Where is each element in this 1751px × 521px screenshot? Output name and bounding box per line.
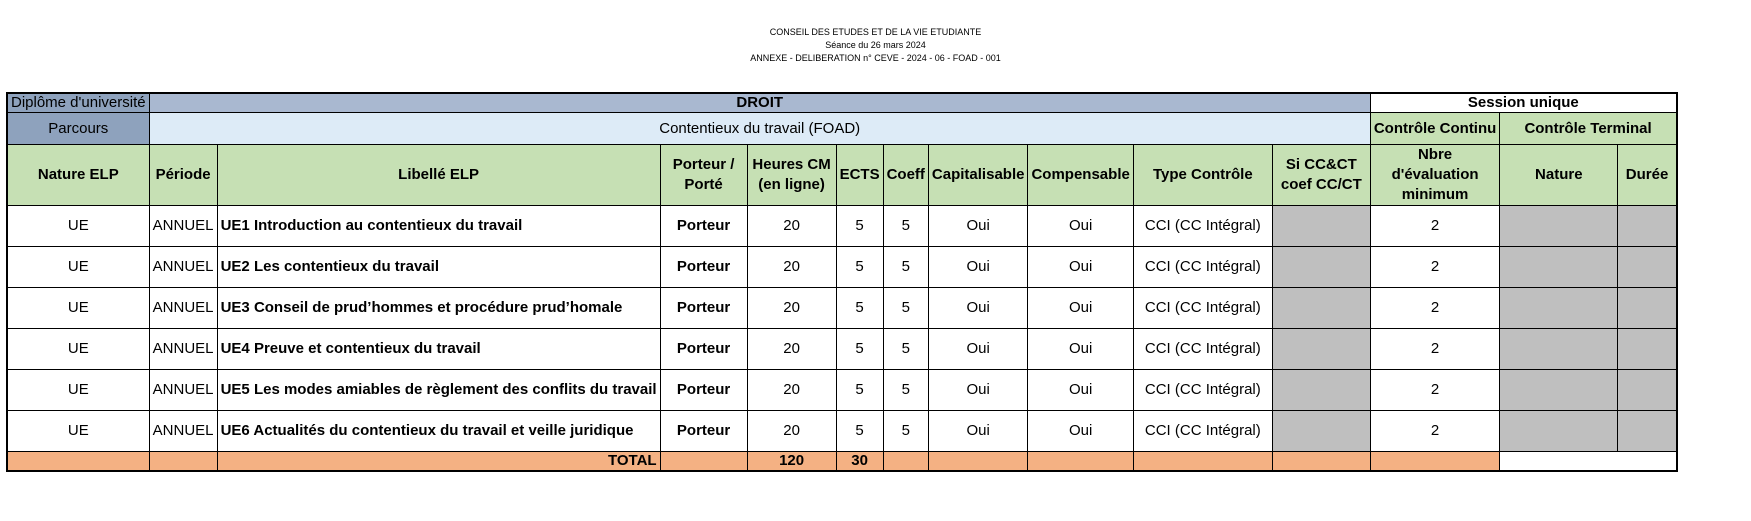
cell-nature: UE (7, 287, 149, 328)
col-ects: ECTS (836, 144, 883, 205)
total-cell-empty (1272, 451, 1370, 471)
cell-nature: UE (7, 410, 149, 451)
session-label: Session unique (1370, 93, 1676, 112)
controle-continu-header: Contrôle Continu (1370, 112, 1499, 144)
total-cell-empty (1028, 451, 1133, 471)
cell-heures: 20 (747, 410, 836, 451)
col-duree: Durée (1618, 144, 1677, 205)
cell-nature-ct (1500, 369, 1618, 410)
col-coeff: Coeff (883, 144, 928, 205)
cell-heures: 20 (747, 287, 836, 328)
cell-ects: 5 (836, 246, 883, 287)
cell-nature: UE (7, 328, 149, 369)
cell-duree (1618, 287, 1677, 328)
cell-duree (1618, 246, 1677, 287)
cell-porteur: Porteur (660, 328, 747, 369)
diplome-value: DROIT (149, 93, 1370, 112)
cell-libelle: UE4 Preuve et contentieux du travail (217, 328, 660, 369)
document-header (0, 26, 1751, 65)
cell-coeff: 5 (883, 287, 928, 328)
cell-capitalisable: Oui (928, 328, 1028, 369)
col-si-cc-ct: Si CC&CT coef CC/CT (1272, 144, 1370, 205)
cell-duree (1618, 205, 1677, 246)
diplome-label: Diplôme d'université (7, 93, 149, 112)
table-row (7, 246, 1677, 287)
cell-ects: 5 (836, 205, 883, 246)
cell-nbre-evaluation: 2 (1370, 287, 1499, 328)
cell-capitalisable: Oui (928, 246, 1028, 287)
cell-capitalisable: Oui (928, 287, 1028, 328)
cell-ects: 5 (836, 287, 883, 328)
cell-si-cc-ct (1272, 246, 1370, 287)
cell-periode: ANNUEL (149, 287, 217, 328)
table-row (7, 328, 1677, 369)
cell-nature-ct (1500, 410, 1618, 451)
cell-type-controle: CCI (CC Intégral) (1133, 205, 1272, 246)
col-libelle: Libellé ELP (217, 144, 660, 205)
cell-capitalisable: Oui (928, 369, 1028, 410)
total-cell-empty (660, 451, 747, 471)
cell-heures: 20 (747, 246, 836, 287)
session-date: Séance du 26 mars 2024 (825, 40, 926, 50)
col-capitalisable: Capitalisable (928, 144, 1028, 205)
cell-compensable: Oui (1028, 410, 1133, 451)
cell-periode: ANNUEL (149, 205, 217, 246)
cell-ects: 5 (836, 410, 883, 451)
cell-porteur: Porteur (660, 410, 747, 451)
total-cell-empty (883, 451, 928, 471)
cell-si-cc-ct (1272, 369, 1370, 410)
cell-compensable: Oui (1028, 369, 1133, 410)
cell-coeff: 5 (883, 369, 928, 410)
col-compensable: Compensable (1028, 144, 1133, 205)
cell-si-cc-ct (1272, 287, 1370, 328)
total-cell-empty (928, 451, 1028, 471)
col-type-controle: Type Contrôle (1133, 144, 1272, 205)
total-ects: 30 (836, 451, 883, 471)
table-row (7, 205, 1677, 246)
cell-nature: UE (7, 246, 149, 287)
col-nature: Nature (1500, 144, 1618, 205)
total-cell-empty (7, 451, 149, 471)
cell-nbre-evaluation: 2 (1370, 410, 1499, 451)
col-periode: Période (149, 144, 217, 205)
cell-si-cc-ct (1272, 205, 1370, 246)
cell-coeff: 5 (883, 410, 928, 451)
cell-nature: UE (7, 369, 149, 410)
cell-porteur: Porteur (660, 246, 747, 287)
cell-coeff: 5 (883, 328, 928, 369)
cell-periode: ANNUEL (149, 369, 217, 410)
cell-type-controle: CCI (CC Intégral) (1133, 287, 1272, 328)
parcours-value: Contentieux du travail (FOAD) (149, 112, 1370, 144)
cell-porteur: Porteur (660, 205, 747, 246)
total-label: TOTAL (217, 451, 660, 471)
cell-compensable: Oui (1028, 246, 1133, 287)
cell-coeff: 5 (883, 246, 928, 287)
col-nature-elp: Nature ELP (7, 144, 149, 205)
cell-heures: 20 (747, 205, 836, 246)
col-heures: Heures CM (en ligne) (747, 144, 836, 205)
cell-heures: 20 (747, 369, 836, 410)
cell-si-cc-ct (1272, 410, 1370, 451)
cell-periode: ANNUEL (149, 328, 217, 369)
cell-nbre-evaluation: 2 (1370, 328, 1499, 369)
total-row (7, 451, 1677, 471)
table-row (7, 369, 1677, 410)
cell-nature-ct (1500, 287, 1618, 328)
cell-heures: 20 (747, 328, 836, 369)
cell-nbre-evaluation: 2 (1370, 246, 1499, 287)
cell-capitalisable: Oui (928, 205, 1028, 246)
cell-libelle: UE2 Les contentieux du travail (217, 246, 660, 287)
total-cell-empty (1370, 451, 1499, 471)
cell-compensable: Oui (1028, 287, 1133, 328)
total-cell-empty (149, 451, 217, 471)
cell-coeff: 5 (883, 205, 928, 246)
cell-porteur: Porteur (660, 369, 747, 410)
cell-duree (1618, 328, 1677, 369)
cell-nbre-evaluation: 2 (1370, 205, 1499, 246)
cell-capitalisable: Oui (928, 410, 1028, 451)
cell-compensable: Oui (1028, 328, 1133, 369)
col-nbre-evaluation: Nbre d'évaluation minimum (1370, 144, 1499, 205)
cell-ects: 5 (836, 369, 883, 410)
elp-table (6, 92, 1678, 472)
cell-nature: UE (7, 205, 149, 246)
col-porteur: Porteur / Porté (660, 144, 747, 205)
parcours-label: Parcours (7, 112, 149, 144)
cell-porteur: Porteur (660, 287, 747, 328)
cell-libelle: UE1 Introduction au contentieux du travail (217, 205, 660, 246)
cell-periode: ANNUEL (149, 410, 217, 451)
total-cell-empty (1133, 451, 1272, 471)
council-title: CONSEIL DES ETUDES ET DE LA VIE ETUDIANTE (769, 27, 982, 37)
cell-libelle: UE5 Les modes amiables de règlement des conflits du travail (217, 369, 660, 410)
cell-nature-ct (1500, 205, 1618, 246)
total-cell-blank (1500, 451, 1677, 471)
cell-nbre-evaluation: 2 (1370, 369, 1499, 410)
table-row (7, 287, 1677, 328)
cell-periode: ANNUEL (149, 246, 217, 287)
cell-type-controle: CCI (CC Intégral) (1133, 410, 1272, 451)
cell-type-controle: CCI (CC Intégral) (1133, 246, 1272, 287)
cell-compensable: Oui (1028, 205, 1133, 246)
cell-libelle: UE3 Conseil de prud’hommes et procédure prud’homale (217, 287, 660, 328)
cell-duree (1618, 410, 1677, 451)
cell-type-controle: CCI (CC Intégral) (1133, 369, 1272, 410)
cell-nature-ct (1500, 328, 1618, 369)
cell-ects: 5 (836, 328, 883, 369)
controle-terminal-header: Contrôle Terminal (1500, 112, 1677, 144)
deliberation-ref: ANNEXE - DELIBERATION n° CEVE - 2024 - 06 - FOAD - 001 (750, 53, 1001, 63)
cell-duree (1618, 369, 1677, 410)
cell-libelle: UE6 Actualités du contentieux du travail et veille juridique (217, 410, 660, 451)
cell-nature-ct (1500, 246, 1618, 287)
cell-type-controle: CCI (CC Intégral) (1133, 328, 1272, 369)
cell-si-cc-ct (1272, 328, 1370, 369)
table-row (7, 410, 1677, 451)
total-heures: 120 (747, 451, 836, 471)
